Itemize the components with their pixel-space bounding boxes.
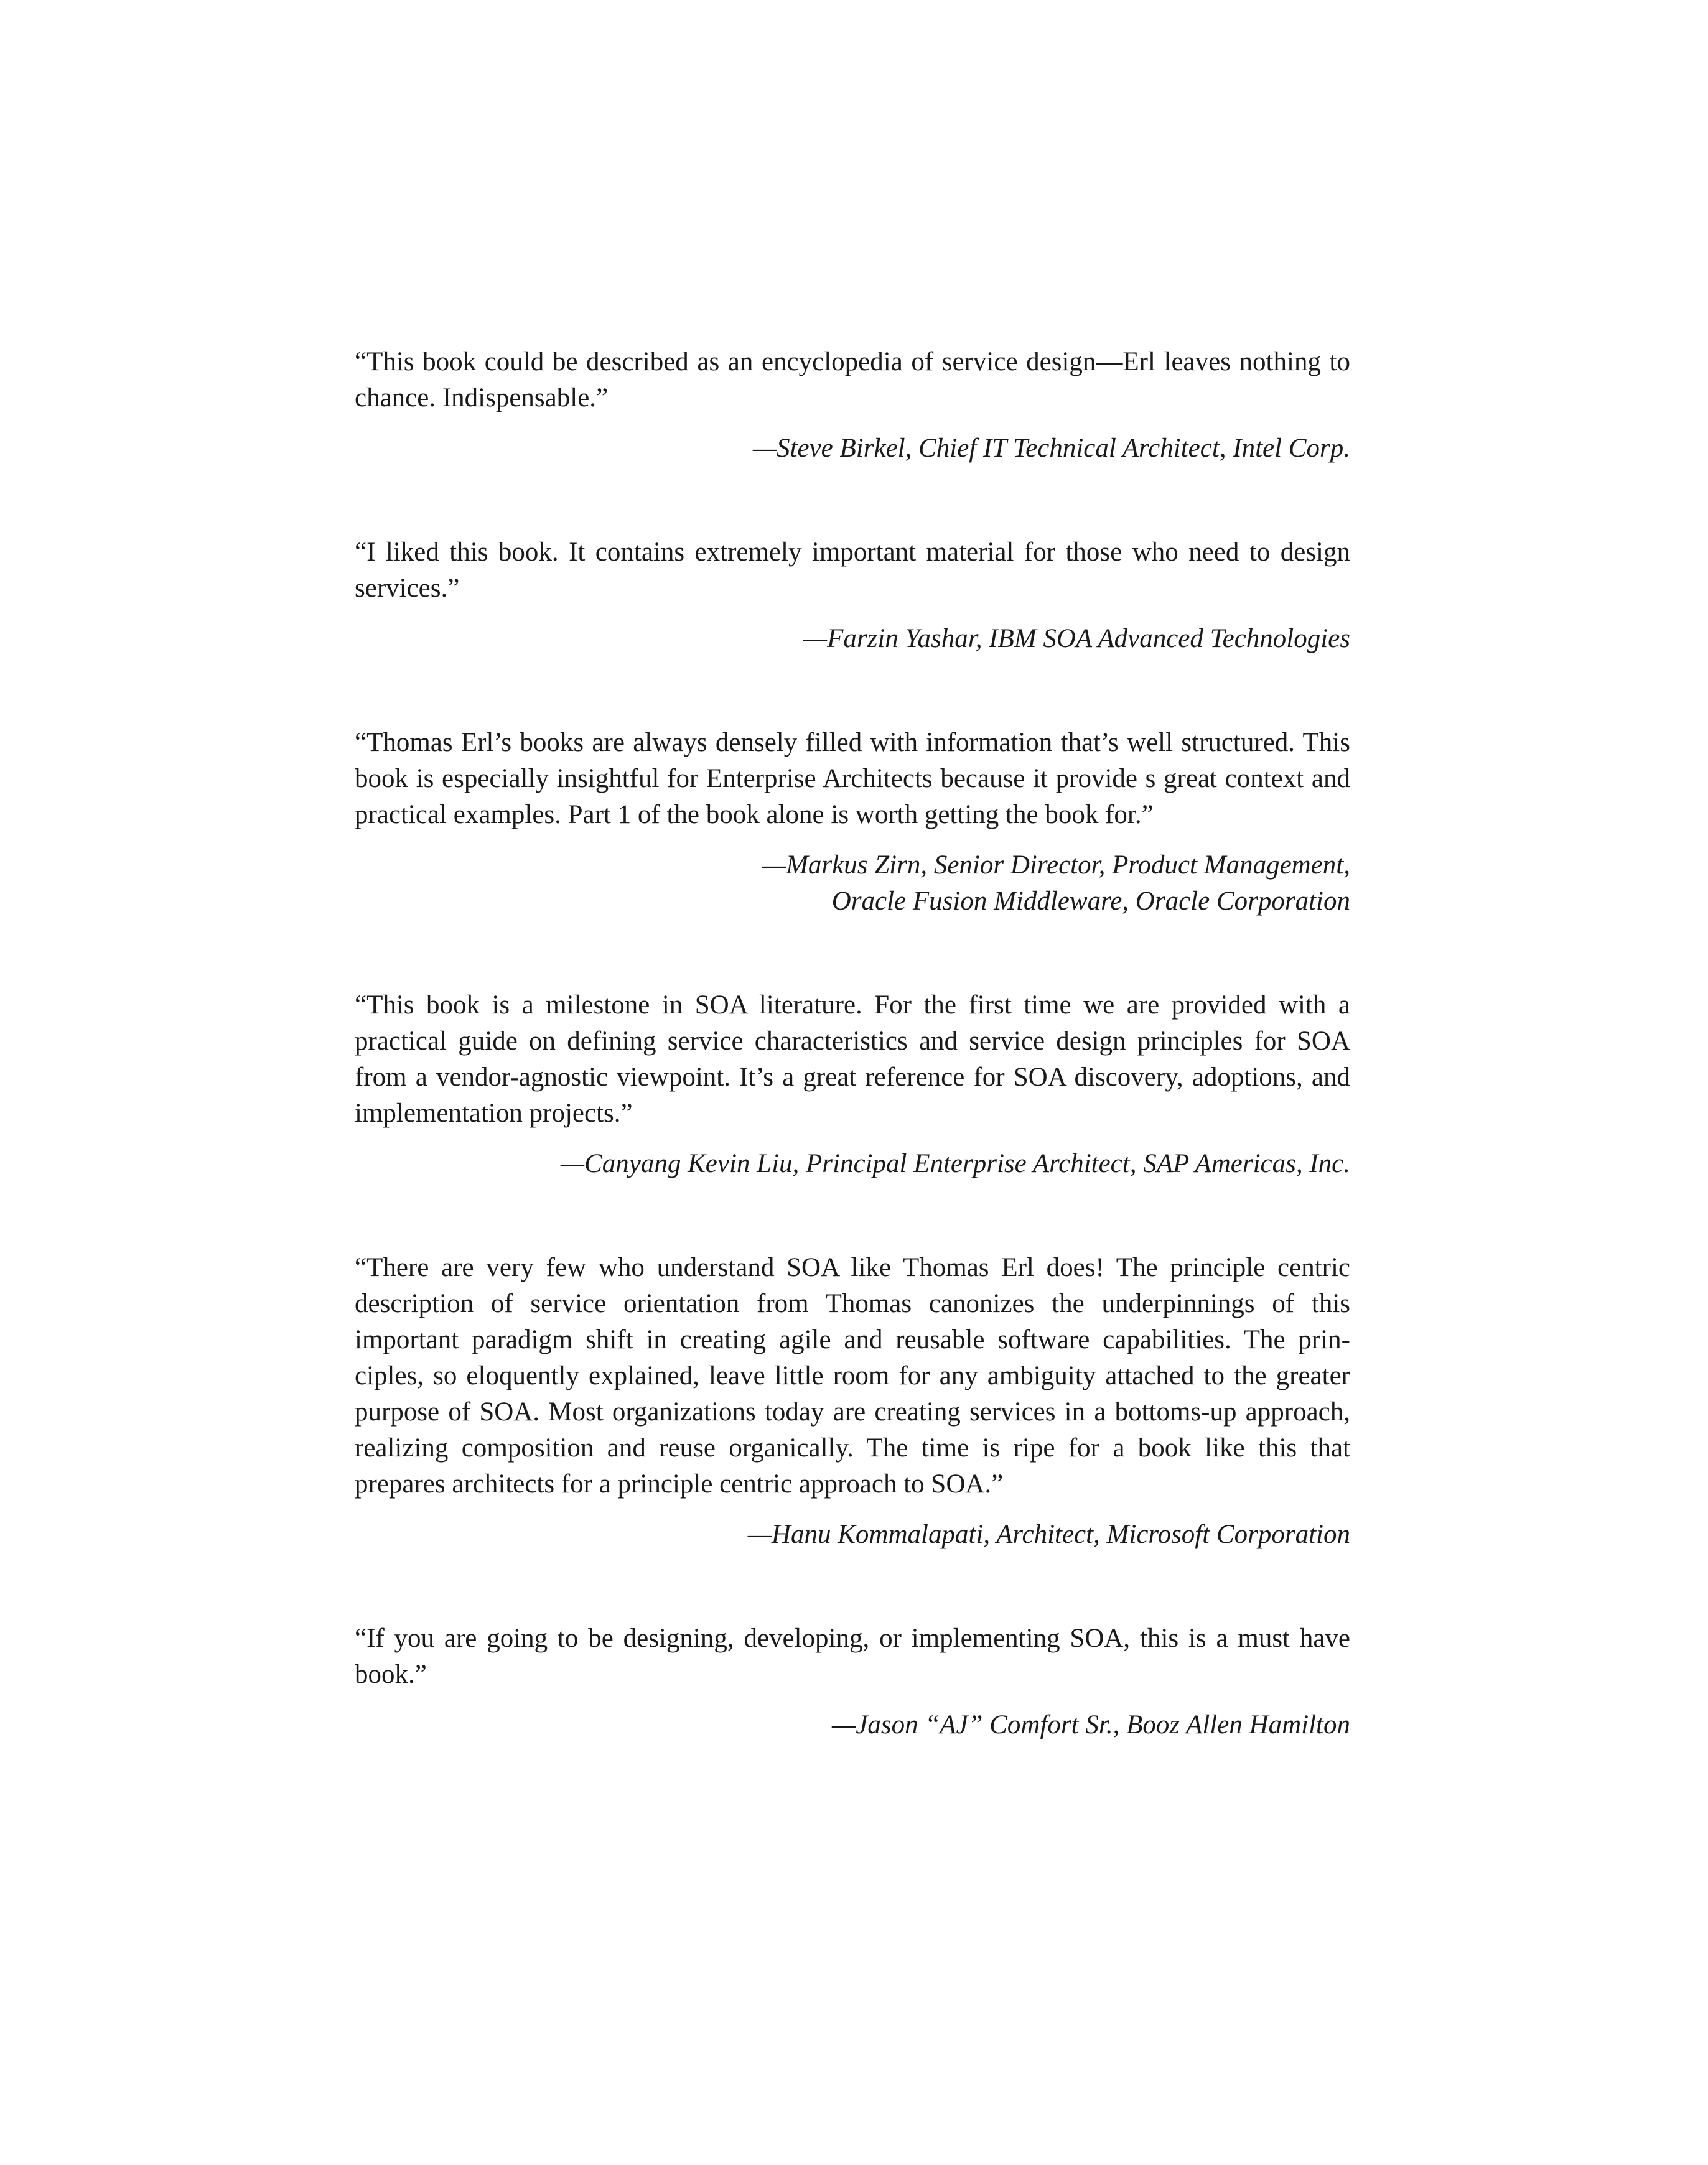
endorsement-attribution (355, 1517, 1350, 1553)
attribution-line: —Markus Zirn, Senior Director, Product Management, (762, 850, 1350, 880)
endorsement-1 (355, 344, 1350, 467)
attribution-line: —Hanu Kommalapati, Architect, Microsoft Corporation (747, 1520, 1350, 1549)
endorsement-4 (355, 987, 1350, 1182)
endorsement-quote: “This book could be described as an encyclopedia of service design—Erl leaves nothing to chance. Indispensable.” (355, 347, 1350, 412)
endorsement-quote: “There are very few who understand SOA like Thomas Erl does! The principle centric description of service orientation from Thomas canonizes the underpinnings of this important paradigm shift in creating agile and reusable software capabilities. The prin-ciples, so eloquently explained, leave little room for any ambiguity attached to the greater purpose of SOA. Most organizations today are creating services in a bottoms-up approach, realizing composition and reuse organically. The time is ripe for a book like this that prepares architects for a principle centric approach to SOA.” (355, 1253, 1350, 1499)
endorsement-5 (355, 1250, 1350, 1553)
endorsement-attribution (355, 431, 1350, 467)
endorsement-3 (355, 725, 1350, 920)
endorsement-quote: “This book is a milestone in SOA literature. For the first time we are provided with a practical guide on defining service characteristics and service design principles for SOA from a vendor-agnostic viewpoint. It’s a great reference for SOA discovery, adoptions, and implementation projects.” (355, 990, 1350, 1128)
endorsement-6 (355, 1621, 1350, 1743)
endorsement-quote: “Thomas Erl’s books are always densely filled with information that’s well structured. This book is especially insightful for Enterprise Architects because it provide s great context and practical examples. Part 1 of the book alone is worth getting the book for.” (355, 728, 1350, 829)
endorsement-attribution (355, 621, 1350, 657)
attribution-line: —Farzin Yashar, IBM SOA Advanced Technologies (803, 624, 1350, 653)
endorsement-attribution (355, 1146, 1350, 1182)
endorsement-attribution (355, 847, 1350, 920)
attribution-line: —Steve Birkel, Chief IT Technical Architect, Intel Corp. (752, 434, 1350, 463)
endorsement-2 (355, 534, 1350, 657)
attribution-line: Oracle Fusion Middleware, Oracle Corporation (831, 887, 1350, 916)
attribution-line: —Jason “AJ” Comfort Sr., Booz Allen Hamilton (832, 1710, 1350, 1739)
endorsement-quote: “If you are going to be designing, developing, or implementing SOA, this is a must have book.” (355, 1624, 1350, 1689)
endorsement-quote: “I liked this book. It contains extremely important material for those who need to design services.” (355, 538, 1350, 603)
attribution-line: —Canyang Kevin Liu, Principal Enterprise Architect, SAP Americas, Inc. (560, 1149, 1350, 1178)
endorsements-page (355, 344, 1350, 1811)
endorsement-attribution (355, 1707, 1350, 1743)
